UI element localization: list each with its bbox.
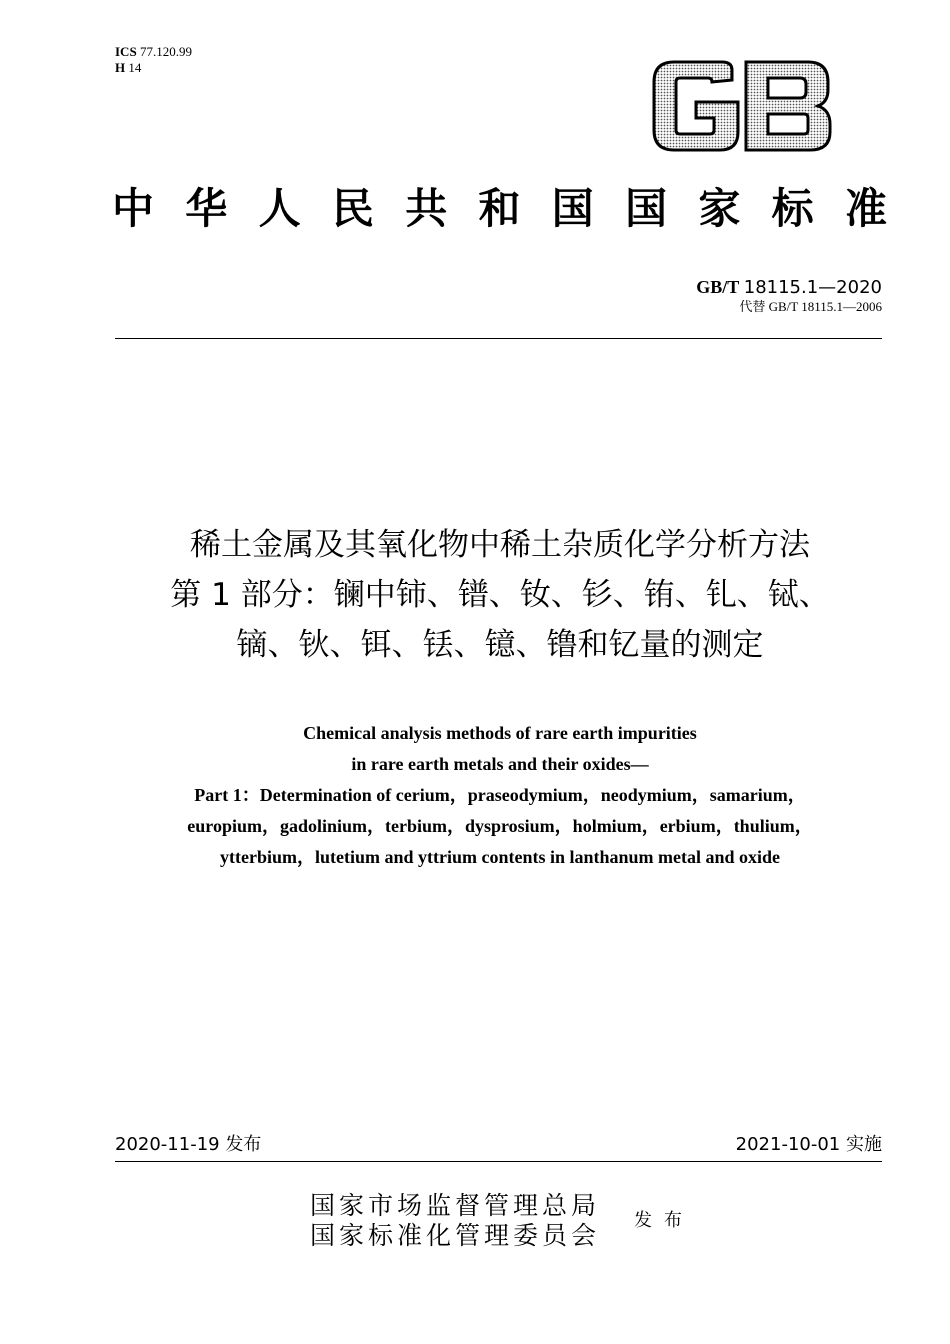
issue-date: 2020-11-19 发布 — [115, 1134, 262, 1155]
english-title-line: in rare earth metals and their oxides— — [351, 754, 649, 774]
logo-b — [746, 62, 830, 150]
country-standard-title — [112, 185, 887, 235]
english-title — [100, 718, 900, 873]
publish-label: 发布 — [634, 1210, 694, 1230]
ccs-line — [115, 60, 192, 76]
standard-code-block — [696, 276, 882, 315]
country-char: 人 — [258, 187, 301, 233]
issuer-name: 国家市场监督管理总局 — [310, 1193, 601, 1220]
gb-logo — [648, 58, 834, 154]
ics-line — [115, 44, 192, 60]
logo-g — [654, 62, 738, 150]
standard-number — [696, 276, 882, 299]
footer-divider — [115, 1161, 882, 1162]
issuing-authorities — [310, 1192, 600, 1252]
replaces-standard: 代替 GB/T 18115.1—2006 — [739, 299, 882, 314]
standard-number-value: 18115.1—2020 — [743, 277, 882, 298]
classification-codes — [115, 44, 192, 76]
country-char: 和 — [478, 187, 521, 233]
country-char: 标 — [771, 187, 814, 233]
country-char: 华 — [185, 187, 228, 233]
issuer-name: 国家标准化管理委员会 — [310, 1223, 601, 1250]
country-char: 准 — [844, 187, 887, 233]
ics-label: ICS — [115, 44, 137, 59]
ccs-value: 14 — [128, 60, 142, 75]
gb-logo-graphic — [648, 58, 834, 154]
country-char: 民 — [331, 187, 374, 233]
chinese-title-line: 镝、钬、铒、铥、镱、镥和钇量的测定 — [236, 627, 764, 663]
country-char: 国 — [625, 187, 668, 233]
ics-value: 77.120.99 — [139, 44, 192, 59]
implementation-date: 2021-10-01 实施 — [735, 1134, 882, 1155]
english-title-line: ytterbium，lutetium and yttrium contents in lanthanum metal and oxide — [219, 847, 781, 867]
chinese-title — [100, 520, 900, 670]
english-title-line: europium，gadolinium，terbium，dysprosium，holmium，erbium，thulium， — [187, 816, 813, 836]
country-char: 家 — [698, 187, 741, 233]
standard-prefix: GB/T — [696, 277, 740, 297]
chinese-title-line: 稀土金属及其氧化物中稀土杂质化学分析方法 — [190, 527, 810, 563]
header-divider — [115, 338, 882, 339]
english-title-line: Chemical analysis methods of rare earth impurities — [303, 723, 697, 743]
country-char: 中 — [112, 187, 155, 233]
english-title-line: Part 1：Determination of cerium，praseodymium，neodymium，samarium， — [194, 785, 806, 805]
country-char: 共 — [405, 187, 448, 233]
country-char: 国 — [551, 187, 594, 233]
chinese-title-line: 第 1 部分：镧中铈、镨、钕、钐、铕、钆、铽、 — [170, 577, 830, 613]
ccs-label: H — [115, 60, 126, 75]
